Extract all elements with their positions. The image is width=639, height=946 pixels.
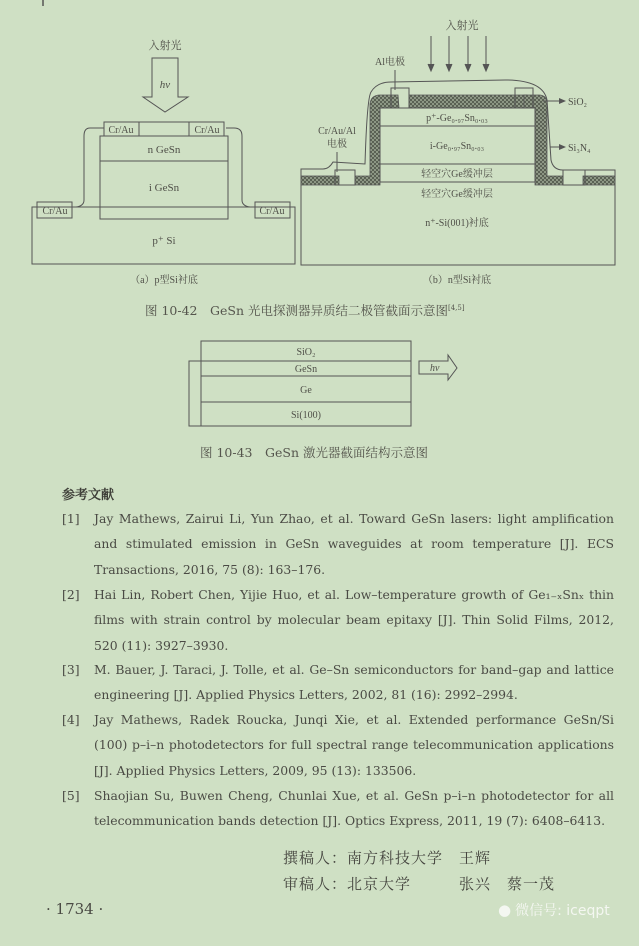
svg-text:Ge: Ge: [300, 385, 312, 396]
svg-text:SiO₂: SiO₂: [296, 347, 316, 358]
panel-b-label: （b）n型Si衬底: [422, 275, 492, 286]
incident-light-label-a: 入射光: [148, 40, 182, 52]
figure-10-43-caption: 图 10-43 GeSn 激光器截面结构示意图: [200, 445, 428, 460]
svg-text:Cr/Au: Cr/Au: [259, 206, 285, 217]
svg-text:Cr/Au: Cr/Au: [194, 125, 220, 136]
svg-text:轻空穴Ge缓冲层: 轻空穴Ge缓冲层: [421, 169, 493, 180]
reference-item-5: [5] Shaojian Su, Buwen Cheng, Chunlai Xue, et al. GeSn p–i–n photodetector for all telecommunication bands detection [J]. Optics Express, 2011, 19 (7): 6408–6413.: [62, 788, 614, 829]
svg-text:hν: hν: [430, 363, 440, 374]
figure-10-42-caption: 图 10-42 GeSn 光电探测器异质结二极管截面示意图[4,5]: [145, 303, 465, 318]
wechat-icon: ●: [498, 901, 512, 919]
svg-text:Al电极: Al电极: [375, 57, 405, 68]
svg-text:p⁺ Si: p⁺ Si: [152, 235, 176, 247]
svg-text:n GeSn: n GeSn: [147, 144, 181, 156]
svg-text:i-Ge₀.₉₇Sn₀.₀₃: i-Ge₀.₉₇Sn₀.₀₃: [429, 141, 485, 152]
svg-text:轻空穴Ge缓冲层: 轻空穴Ge缓冲层: [421, 189, 493, 200]
svg-text:入射光: 入射光: [445, 20, 479, 32]
svg-text:p⁺-Ge₀.₉₇Sn₀.₀₃: p⁺-Ge₀.₉₇Sn₀.₀₃: [426, 113, 488, 124]
svg-text:GeSn: GeSn: [294, 364, 318, 375]
panel-a-label: （a）p型Si衬底: [130, 275, 198, 286]
reference-item-1: [1] Jay Mathews, Zairui Li, Yun Zhao, et al. Toward GeSn lasers: light amplification and stimulated emission in GeSn waveguides at room temperature [J]. ECS Transactions, 2016, 75 (8): 163–176.: [62, 511, 614, 577]
reference-item-4: [4] Jay Mathews, Radek Roucka, Junqi Xie, et al. Extended performance GeSn/Si (100) p–i–n photodetectors for full spectral range telecommunication applications [J]. Applied Physics Letters, 2009, 95 (13): 133506.: [62, 712, 614, 778]
svg-text:Cr/Au/Al: Cr/Au/Al: [318, 126, 356, 137]
svg-text:SiO₂: SiO₂: [568, 97, 588, 108]
svg-text:Cr/Au: Cr/Au: [108, 125, 134, 136]
svg-text:电极: 电极: [327, 139, 347, 150]
references-heading: 参考文献: [62, 488, 115, 503]
reference-item-3: [3] M. Bauer, J. Taraci, J. Tolle, et al. Ge–Sn semiconductors for band–gap and lattice engineering [J]. Applied Physics Letters, 2002, 81 (16): 2992–2994.: [62, 662, 614, 703]
svg-text:Si₃N₄: Si₃N₄: [568, 143, 591, 154]
reviewer-credit: 审稿人：北京大学 张兴 蔡一茂: [283, 875, 556, 893]
page-number: · 1734 ·: [46, 900, 104, 918]
author-credit: 撰稿人：南方科技大学 王辉: [283, 849, 492, 867]
incident-arrows-icon: [428, 36, 489, 71]
figure-10-42b-diagram: [295, 0, 639, 300]
svg-text:Cr/Au: Cr/Au: [42, 206, 68, 217]
svg-text:hν: hν: [159, 79, 171, 91]
reference-item-2: [2] Hai Lin, Robert Chen, Yijie Huo, et al. Low–temperature growth of Ge₁₋ₓSnₓ thin films with strain control by molecular beam epitaxy [J]. Thin Solid Films, 2012, 520 (11): 3927–3930.: [62, 587, 614, 653]
svg-text:Si(100): Si(100): [291, 410, 321, 421]
figure-10-43-diagram: [180, 338, 470, 430]
svg-text:i GeSn: i GeSn: [148, 182, 180, 194]
figure-10-42a-diagram: [0, 0, 300, 300]
wechat-watermark: ● 微信号: iceqpt: [498, 901, 610, 919]
svg-text:n⁺-Si(001)衬底: n⁺-Si(001)衬底: [425, 218, 489, 229]
